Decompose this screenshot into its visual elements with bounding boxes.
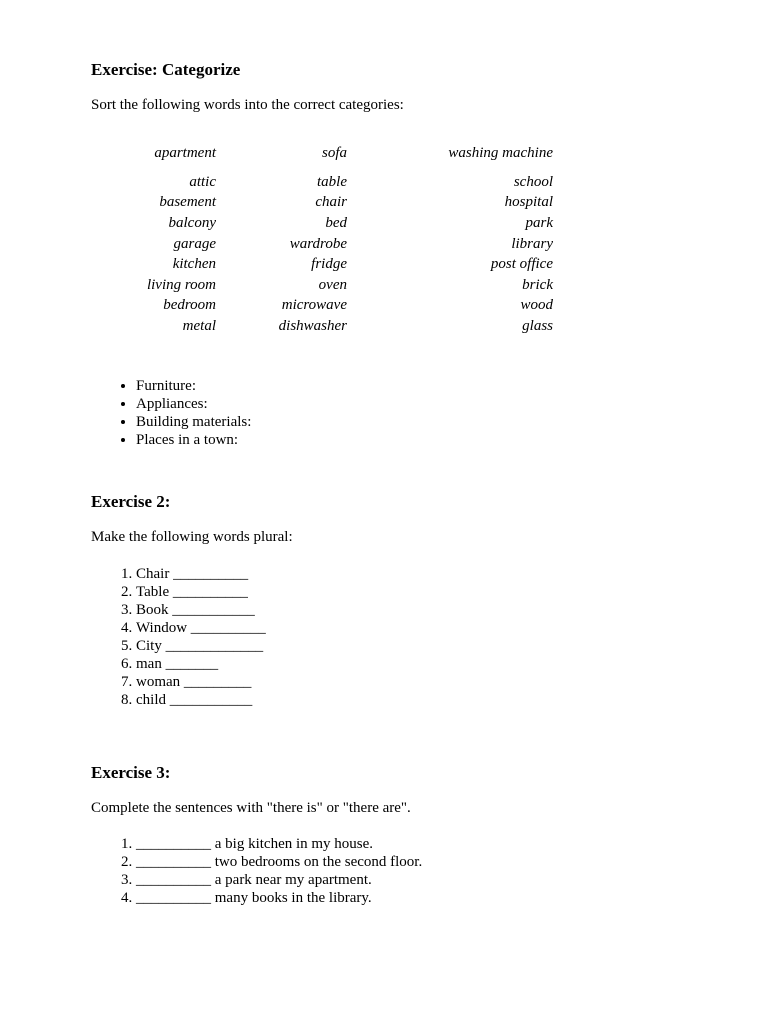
word-cell: dishwasher bbox=[278, 317, 347, 334]
table-row bbox=[134, 234, 553, 255]
word-cell: hospital bbox=[504, 194, 553, 211]
word-cell: wood bbox=[520, 297, 553, 314]
table-row bbox=[134, 172, 553, 193]
list-item: 8. child ___________ bbox=[136, 691, 266, 709]
word-cell: glass bbox=[522, 317, 553, 334]
list-item: • Building materials: bbox=[136, 413, 251, 431]
word-cell: garage bbox=[173, 235, 216, 252]
table-row bbox=[134, 134, 553, 172]
plural-list bbox=[91, 565, 266, 709]
table-row bbox=[134, 193, 553, 214]
exercise-3-title: Exercise 3: bbox=[91, 763, 171, 782]
word-cell: library bbox=[511, 235, 553, 252]
word-cell: oven bbox=[318, 276, 347, 293]
exercise-1-title: Exercise: Categorize bbox=[91, 60, 241, 79]
word-cell: microwave bbox=[281, 297, 347, 314]
list-item: 4. __________ many books in the library. bbox=[136, 889, 422, 907]
exercise-3-instruction: Complete the sentences with "there is" or "there are". bbox=[91, 800, 411, 816]
word-cell: wardrobe bbox=[289, 235, 347, 252]
list-item: 1. __________ a big kitchen in my house. bbox=[136, 835, 422, 853]
list-item: 4. Window __________ bbox=[136, 619, 266, 637]
word-cell: sofa bbox=[321, 144, 347, 161]
table-row bbox=[134, 275, 553, 296]
list-item: 6. man _______ bbox=[136, 655, 266, 673]
word-cell: metal bbox=[182, 317, 216, 334]
word-cell: attic bbox=[189, 173, 216, 190]
exercise-2-title: Exercise 2: bbox=[91, 492, 171, 511]
list-item: 3. __________ a park near my apartment. bbox=[136, 871, 422, 889]
category-list bbox=[91, 377, 251, 449]
list-item: 2. Table __________ bbox=[136, 583, 266, 601]
list-item: • Furniture: bbox=[136, 377, 251, 395]
word-cell: bed bbox=[325, 214, 347, 231]
list-item: 2. __________ two bedrooms on the second floor. bbox=[136, 853, 422, 871]
word-cell: park bbox=[525, 214, 553, 231]
word-cell: basement bbox=[159, 194, 216, 211]
word-cell: brick bbox=[522, 276, 553, 293]
word-cell: school bbox=[513, 173, 553, 190]
exercise-2-instruction: Make the following words plural: bbox=[91, 529, 293, 545]
word-cell: chair bbox=[315, 194, 347, 211]
list-item: 7. woman _________ bbox=[136, 673, 266, 691]
word-cell: fridge bbox=[311, 256, 347, 273]
table-row bbox=[134, 296, 553, 317]
table-row bbox=[134, 254, 553, 275]
table-row bbox=[134, 213, 553, 234]
word-cell: balcony bbox=[168, 214, 216, 231]
word-cell: living room bbox=[146, 276, 216, 293]
word-cell: kitchen bbox=[172, 256, 216, 273]
sentence-list bbox=[91, 835, 422, 907]
word-table bbox=[134, 134, 553, 337]
list-item: 5. City _____________ bbox=[136, 637, 266, 655]
word-cell: bedroom bbox=[163, 297, 216, 314]
exercise-1-instruction: Sort the following words into the correct categories: bbox=[91, 97, 404, 113]
word-cell: table bbox=[317, 173, 347, 190]
list-item: • Appliances: bbox=[136, 395, 251, 413]
list-item: 3. Book ___________ bbox=[136, 601, 266, 619]
word-cell: post office bbox=[490, 256, 553, 273]
table-row bbox=[134, 316, 553, 337]
word-cell: apartment bbox=[154, 144, 216, 161]
list-item: 1. Chair __________ bbox=[136, 565, 266, 583]
word-cell: washing machine bbox=[448, 144, 553, 161]
list-item: • Places in a town: bbox=[136, 431, 251, 449]
